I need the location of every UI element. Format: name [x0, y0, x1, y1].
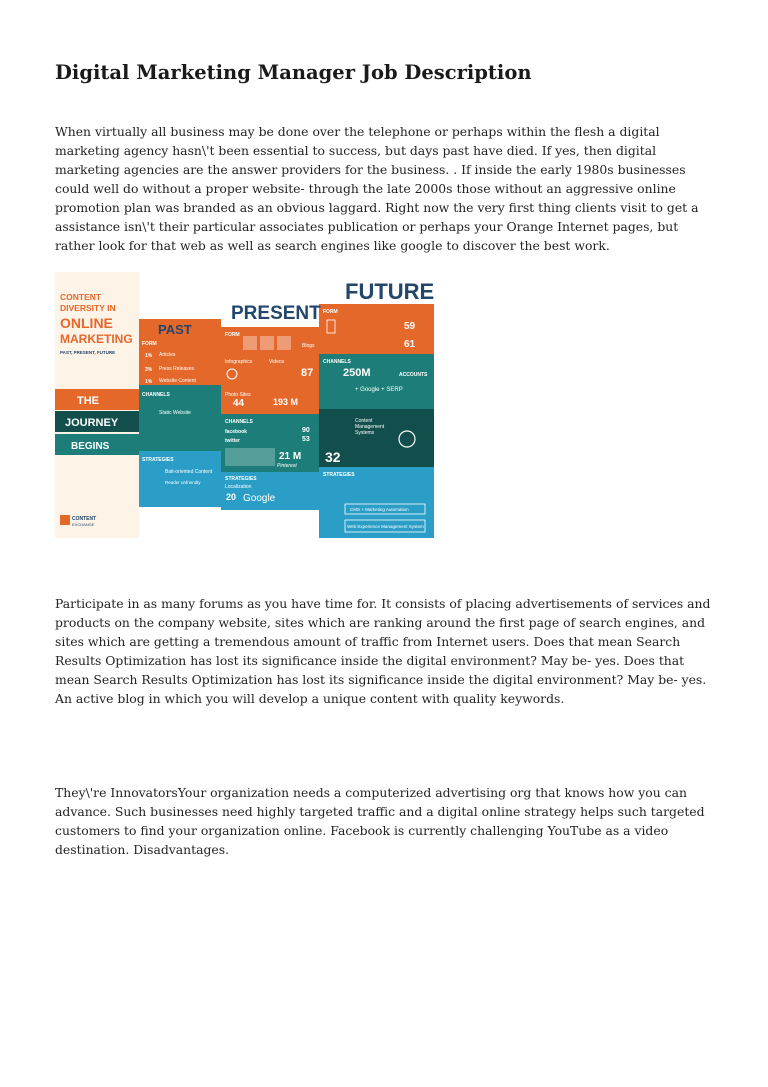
present-stat-local: 20	[226, 492, 237, 502]
present-form-blogs: Blogs	[302, 343, 315, 349]
paragraph-3: They\'re InnovatorsYour organization needs a computerized advertising org that knows how you can advance. Such businesses need highly targeted traffic and a digital online strategy helps such targeted customers to find your organization online. Facebook is currently challenging YouTube as a video destination. Disadvantages.	[55, 785, 705, 857]
present-form-infographics: Infographics	[225, 359, 253, 365]
present-stat-photo-m: 193 M	[273, 397, 299, 407]
past-count-3: 1%	[145, 379, 153, 385]
past-form-2: Press Releases	[159, 366, 195, 372]
past-form-label: FORM	[142, 341, 157, 347]
journey-begins: BEGINS	[71, 441, 110, 452]
journey-journey: JOURNEY	[65, 417, 119, 429]
past-count-1: 1%	[145, 353, 153, 359]
present-pinterest: Pinterest	[277, 463, 297, 469]
future-box-1: CMS + Marketing Automation	[350, 507, 409, 512]
era-future: FUTURE	[345, 279, 434, 304]
logo-line-1: CONTENT	[72, 516, 97, 522]
past-strategy-2: Reader unfriendly	[165, 480, 201, 485]
future-cms-2: Management	[355, 424, 385, 430]
present-stat-photo: 44	[233, 398, 245, 409]
future-stat-2: 61	[404, 339, 416, 350]
present-stat-pinterest: 21 M	[279, 451, 302, 462]
present-stat-videos: 87	[301, 367, 314, 379]
present-facebook: facebook	[225, 429, 247, 435]
future-channels-label: CHANNELS	[323, 359, 351, 365]
past-form-3: Website Content	[159, 378, 196, 384]
past-strategies-label: STRATEGIES	[142, 457, 174, 463]
journey-the: THE	[77, 395, 99, 407]
paragraph-1: When virtually all business may be done over the telephone or perhaps within the flesh a digital marketing agency hasn\'t been essential to success, but days past have died. If yes, then digital marketing agencies are the answer providers for the business. . If inside the early 1980s businesses could well do without a proper website- through the late 2000s those without an aggressive online promotion plan was branded as an obvious laggard. Right now the very first thing clients visit to get a assistance isn\'t their particular associates publication or perhaps your Orange Internet pages, but rather look for that web as well as search engines like google to discover the best work.	[55, 124, 699, 253]
present-google: Google	[243, 493, 276, 504]
infographic-image	[55, 272, 434, 538]
present-form-videos: Videos	[269, 359, 285, 365]
heading-line-3: ONLINE	[60, 315, 113, 331]
page-title: Digital Marketing Manager Job Description	[55, 61, 532, 84]
future-stat-cms: 32	[325, 449, 341, 465]
heading-line-2: DIVERSITY IN	[60, 303, 116, 313]
present-form-label: FORM	[225, 332, 240, 338]
future-stat-1: 59	[404, 321, 416, 332]
present-stat-facebook: 90	[302, 427, 310, 434]
past-count-2: 3%	[145, 367, 153, 373]
future-cms-1: Content	[355, 418, 373, 424]
content-exchange-logo	[60, 515, 70, 525]
future-stat-accounts: 250M	[343, 367, 371, 379]
present-stat-twitter: 53	[302, 436, 310, 443]
content-diversity-infographic	[55, 272, 434, 538]
future-form-label: FORM	[323, 309, 338, 315]
present-localization: Localization	[225, 484, 252, 490]
future-strategies-label: STRATEGIES	[323, 472, 355, 478]
past-channels-label: CHANNELS	[142, 392, 170, 398]
heading-subline: PAST, PRESENT, FUTURE	[60, 350, 116, 355]
present-channels-label: CHANNELS	[225, 419, 253, 425]
present-twitter: twitter	[225, 438, 240, 444]
paragraph-2: Participate in as many forums as you have time for. It consists of placing advertisements of services and products on the company website, sites which are ranking around the first page of search engines, and sites which are getting a tremendous amount of traffic from Internet users. Does that mean Search Results Optimization has lost its significance inside the digital environment? May be- yes. Does that mean Search Results Optimization has lost its significance inside the digital environment? May be- yes. An active blog in which you will develop a unique content with quality keywords.	[55, 596, 711, 706]
heading-line-1: CONTENT	[60, 292, 102, 302]
logo-line-2: EXCHANGE	[72, 522, 95, 527]
future-box-2: Web Experience Management System	[347, 524, 424, 529]
past-strategy-1: Bait-oriented Content	[165, 469, 213, 475]
future-accounts: ACCOUNTS	[399, 372, 428, 378]
past-channel-1: Static Website	[159, 410, 191, 416]
era-present: PRESENT	[231, 303, 321, 324]
present-strategies-label: STRATEGIES	[225, 476, 257, 482]
future-cms-3: Systems	[355, 430, 375, 436]
era-past: PAST	[158, 322, 192, 337]
future-google-line: + Google + SERP	[355, 387, 403, 393]
past-form-1: Articles	[159, 352, 176, 358]
heading-line-4: MARKETING	[60, 332, 133, 346]
present-form-photo: Photo Sites	[225, 392, 251, 398]
